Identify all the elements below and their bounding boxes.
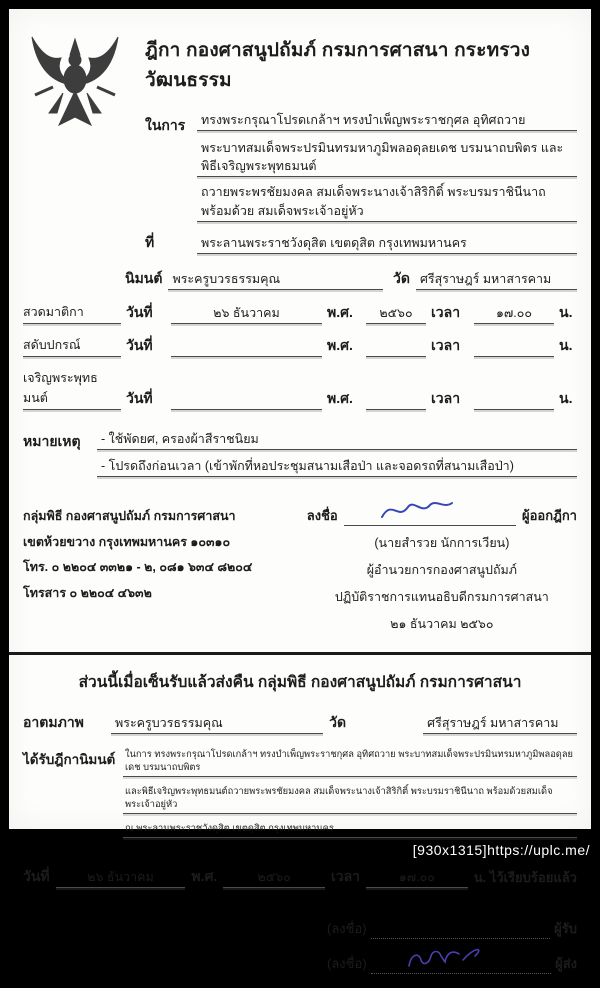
date-field bbox=[171, 339, 322, 357]
note-item: - โปรดถึงก่อนเวลา (เข้าพักที่หอประชุมสนามเสือป่า และจอดรถที่สนามเสือป่า) bbox=[97, 457, 577, 477]
office-unit: กลุ่มพิธี กองศาสนูปถัมภ์ กรมการศาสนา bbox=[23, 508, 236, 523]
wat-name: ศรีสุราษฎร์ มหาสารคาม bbox=[423, 714, 577, 734]
unit-label: น. bbox=[559, 303, 573, 320]
time-label: เวลา bbox=[330, 867, 361, 884]
issuer-signature bbox=[378, 497, 456, 523]
occasion-label: ในการ bbox=[145, 117, 186, 134]
return-date-field: ๒๖ ธันวาคม bbox=[56, 868, 186, 888]
received-label: ได้รับฎีกานิมนต์ bbox=[23, 751, 116, 767]
date-field bbox=[171, 392, 322, 410]
issuer-title-1: ผู้อำนวยการกองศาสนูปถัมภ์ bbox=[366, 562, 518, 577]
time-label: เวลา bbox=[431, 303, 461, 320]
watermark-text: [930x1315]https://uplc.me/ bbox=[412, 842, 590, 858]
date-label: วันที่ bbox=[126, 336, 153, 353]
unit-label: น. bbox=[559, 336, 573, 353]
garuda-emblem-icon bbox=[23, 21, 141, 254]
place-label: ที่ bbox=[145, 233, 155, 250]
wat-label: วัด bbox=[393, 269, 410, 286]
sign-label: ลงชื่อ bbox=[306, 507, 338, 523]
activity-label: สวดมาติกา bbox=[23, 302, 121, 324]
sign-label: (ลงชื่อ) bbox=[327, 920, 367, 936]
issue-date: ๒๑ ธันวาคม ๒๕๖๐ bbox=[390, 616, 494, 631]
sender-signature-line bbox=[371, 954, 551, 974]
sender-role: ผู้ส่ง bbox=[555, 955, 577, 971]
issuer-title-2: ปฏิบัติราชการแทนอธิบดีกรมการศาสนา bbox=[334, 589, 549, 604]
era-label: พ.ศ. bbox=[327, 303, 353, 320]
received-line: และพิธีเจริญพระพุทธมนต์ถวายพระพรชัยมงคล สมเด็จพระนางเจ้าสิริกิติ์ พระบรมราชินีนาถ พร้อมด้วยสมเด็จพระเจ้าอยู่หัว bbox=[123, 785, 577, 814]
occasion-line-2: พระบาทสมเด็จพระปรมินทรมหาภูมิพลอดุลยเดช บรมนาถบพิตร และพิธีเจริญพระพุทธมนต์ bbox=[197, 139, 577, 177]
activity-label: สดับปกรณ์ bbox=[23, 335, 121, 357]
time-field bbox=[474, 392, 554, 410]
receiver-role: ผู้รับ bbox=[554, 920, 577, 936]
issuer-signature-line bbox=[344, 500, 516, 526]
document-header bbox=[23, 21, 577, 254]
document-title: ฎีกา กองศาสนูปถัมภ์ กรมการศาสนา กระทรวงวัฒนธรรม bbox=[145, 40, 531, 91]
time-field: ๑๗.๐๐ bbox=[474, 304, 554, 324]
occasion-line-3: ถวายพระพรชัยมงคล สมเด็จพระนางเจ้าสิริกิติ์ พระบรมราชินีนาถ พร้อมด้วย สมเด็จพระเจ้าอยู่หัว bbox=[197, 183, 577, 221]
office-address: เขตห้วยขวาง กรุงเทพมหานคร ๑๐๓๑๐ bbox=[23, 534, 231, 549]
era-label: พ.ศ. bbox=[327, 389, 353, 406]
section-divider bbox=[9, 652, 591, 655]
office-phone: โทร. ๐ ๒๒๐๔ ๓๓๒๑ - ๒, ๐๘๑ ๖๓๔ ๘๒๐๔ bbox=[23, 560, 253, 575]
era-label: พ.ศ. bbox=[327, 336, 353, 353]
time-label: เวลา bbox=[431, 389, 461, 406]
invite-label: นิมนต์ bbox=[125, 269, 163, 286]
occasion-line-1: ทรงพระกรุณาโปรดเกล้าฯ ทรงบำเพ็ญพระราชกุศล อุทิศถวาย bbox=[197, 111, 577, 131]
date-label: วันที่ bbox=[23, 867, 50, 884]
issuer-name: (นายสำรวย นักการเวียน) bbox=[374, 535, 510, 550]
era-field bbox=[366, 339, 426, 357]
monk-self-name: พระครูบวรธรรมคุณ bbox=[111, 714, 323, 734]
receiver-signature-line bbox=[371, 919, 551, 939]
issuer-role: ผู้ออกฎีกา bbox=[521, 507, 577, 523]
return-section-title: ส่วนนี้เมื่อเซ็นรับแล้วส่งคืน กลุ่มพิธี กองศาสนูปถัมภ์ กรมการศาสนา bbox=[78, 673, 522, 691]
monk-self-label: อาตมภาพ bbox=[23, 713, 84, 730]
date-label: วันที่ bbox=[126, 389, 153, 406]
sign-label: (ลงชื่อ) bbox=[327, 955, 367, 971]
notes-label: หมายเหตุ bbox=[23, 432, 81, 449]
time-label: เวลา bbox=[431, 336, 461, 353]
return-era-field: ๒๕๖๐ bbox=[223, 868, 325, 888]
invited-monk-name: พระครูบวรธรรมคุณ bbox=[168, 270, 383, 290]
date-field: ๒๖ ธันวาคม bbox=[171, 304, 322, 324]
office-contact-block bbox=[23, 500, 307, 634]
unit-label: น. bbox=[559, 389, 573, 406]
activity-label: เจริญพระพุทธมนต์ bbox=[23, 368, 121, 410]
schedule-table bbox=[23, 302, 577, 410]
era-field bbox=[366, 392, 426, 410]
invite-row bbox=[23, 268, 577, 290]
era-label: พ.ศ. bbox=[191, 867, 218, 884]
time-field bbox=[474, 339, 554, 357]
received-line: ณ พระลานพระราชวังดุสิต เขตดุสิต กรุงเทพมหานคร bbox=[123, 822, 577, 838]
place-value: พระลานพระราชวังดุสิต เขตดุสิต กรุงเทพมหานคร bbox=[197, 234, 577, 254]
era-field: ๒๕๖๐ bbox=[366, 304, 426, 324]
sender-signature bbox=[403, 944, 493, 972]
issuer-sign-block bbox=[307, 500, 577, 634]
wat-name: ศรีสุราษฎร์ มหาสารคาม bbox=[416, 270, 577, 290]
return-time-field: ๑๗.๐๐ bbox=[366, 868, 468, 888]
date-label: วันที่ bbox=[126, 303, 153, 320]
wat-label: วัด bbox=[329, 713, 347, 730]
received-line: ในการ ทรงพระกรุณาโปรดเกล้าฯ ทรงบำเพ็ญพระราชกุศล อุทิศถวาย พระบาทสมเด็จพระปรมินทรมหาภูมิพลอดุลยเดช บรมนาถบพิตร bbox=[123, 748, 577, 777]
confirmation-suffix: น. ไว้เรียบร้อยแล้ว bbox=[473, 869, 577, 885]
notes-block bbox=[23, 430, 577, 484]
note-item: - ใช้พัดยศ, ครองผ้าสีราชนิยม bbox=[97, 430, 577, 450]
office-fax: โทรสาร ๐ ๒๒๐๔ ๔๖๓๒ bbox=[23, 585, 152, 600]
